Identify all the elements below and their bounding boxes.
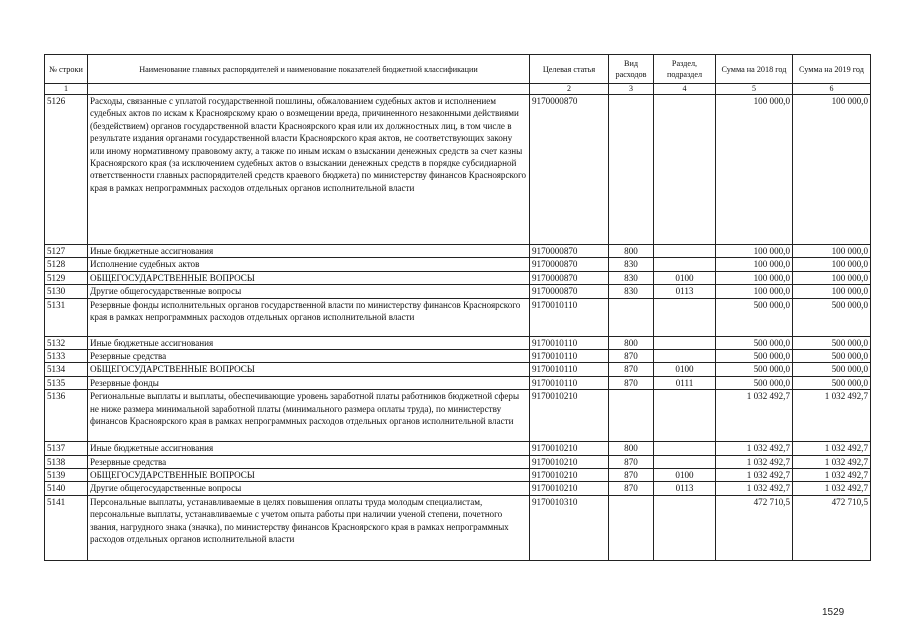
- table-row: [45, 482, 871, 495]
- row-expense-type: 800: [609, 442, 654, 455]
- column-number-3: 3: [609, 84, 654, 95]
- row-section: [654, 495, 716, 560]
- row-sum-2019: 100 000,0: [793, 258, 871, 271]
- row-target-article: 9170010110: [530, 376, 609, 389]
- table-row: [45, 350, 871, 363]
- row-number: 5130: [45, 285, 88, 298]
- row-name: Расходы, связанные с уплатой государственной пошлины, обжалованием судебных актов и исполнением судебных актов по искам к Красноярскому краю о возмещении вреда, причиненного незаконными действиями (бездействием) органов государственной власти Красноярского края или их должностных лиц, в том числе в результате издания органами государственной власти Красноярского края актов, не соответствующих закону или иному нормативному правовому акту, а также по иным искам о взыскании денежных средств за счет казны Красноярского края (за исключением судебных актов о взыскании денежных средств в порядке субсидиарной ответственности главных распорядителей средств краевого бюджета) по министерству финансов Красноярского края в рамках непрограммных расходов отдельных органов исполнительной власти: [88, 95, 530, 245]
- table-row: [45, 285, 871, 298]
- row-sum-2018: 100 000,0: [716, 285, 793, 298]
- row-expense-type: 870: [609, 350, 654, 363]
- row-name: ОБЩЕГОСУДАРСТВЕННЫЕ ВОПРОСЫ: [88, 469, 530, 482]
- row-sum-2018: 500 000,0: [716, 336, 793, 349]
- budget-table: [44, 54, 871, 561]
- row-target-article: 9170000870: [530, 285, 609, 298]
- row-section: 0100: [654, 271, 716, 284]
- row-name: ОБЩЕГОСУДАРСТВЕННЫЕ ВОПРОСЫ: [88, 271, 530, 284]
- header-name: Наименование главных распорядителей и наименование показателей бюджетной классификации: [88, 55, 530, 84]
- row-section: [654, 455, 716, 468]
- row-target-article: 9170000870: [530, 271, 609, 284]
- table-row: [45, 390, 871, 442]
- table-row: [45, 495, 871, 560]
- row-name: Иные бюджетные ассигнования: [88, 245, 530, 258]
- row-expense-type: 870: [609, 363, 654, 376]
- row-sum-2019: 100 000,0: [793, 285, 871, 298]
- row-section: [654, 298, 716, 336]
- table-row: [45, 376, 871, 389]
- row-expense-type: [609, 495, 654, 560]
- row-sum-2018: 500 000,0: [716, 376, 793, 389]
- row-section: [654, 95, 716, 245]
- row-sum-2019: 500 000,0: [793, 350, 871, 363]
- row-name: Другие общегосударственные вопросы: [88, 285, 530, 298]
- row-name: Резервные фонды: [88, 376, 530, 389]
- column-number-6: 6: [793, 84, 871, 95]
- row-expense-type: 870: [609, 482, 654, 495]
- header-target-article: Целевая статья: [530, 55, 609, 84]
- row-number: 5132: [45, 336, 88, 349]
- row-expense-type: 830: [609, 285, 654, 298]
- table-row: [45, 298, 871, 336]
- row-sum-2019: 500 000,0: [793, 298, 871, 336]
- row-name: Резервные средства: [88, 350, 530, 363]
- row-name: Другие общегосударственные вопросы: [88, 482, 530, 495]
- row-section: [654, 258, 716, 271]
- row-name: Региональные выплаты и выплаты, обеспечивающие уровень заработной платы работников бюджетной сферы не ниже размера минимальной заработной платы (минимального размера оплаты труда), по министерству финансов Красноярского края в рамках непрограммных расходов отдельных органов исполнительной власти: [88, 390, 530, 442]
- row-section: [654, 245, 716, 258]
- row-number: 5128: [45, 258, 88, 271]
- row-target-article: 9170000870: [530, 258, 609, 271]
- row-sum-2019: 100 000,0: [793, 271, 871, 284]
- row-name: Иные бюджетные ассигнования: [88, 336, 530, 349]
- row-number: 5127: [45, 245, 88, 258]
- row-expense-type: 870: [609, 376, 654, 389]
- table-row: [45, 95, 871, 245]
- column-numbers-row: [45, 84, 871, 95]
- row-sum-2019: 500 000,0: [793, 363, 871, 376]
- row-number: 5131: [45, 298, 88, 336]
- row-expense-type: 870: [609, 469, 654, 482]
- row-number: 5135: [45, 376, 88, 389]
- row-expense-type: 830: [609, 271, 654, 284]
- row-expense-type: 830: [609, 258, 654, 271]
- row-number: 5141: [45, 495, 88, 560]
- column-number-1: 1: [45, 84, 88, 95]
- row-sum-2019: 472 710,5: [793, 495, 871, 560]
- row-sum-2018: 500 000,0: [716, 363, 793, 376]
- row-sum-2019: 100 000,0: [793, 245, 871, 258]
- row-target-article: 9170010110: [530, 336, 609, 349]
- row-expense-type: [609, 390, 654, 442]
- row-number: 5126: [45, 95, 88, 245]
- row-number: 5134: [45, 363, 88, 376]
- table-row: [45, 442, 871, 455]
- row-number: 5137: [45, 442, 88, 455]
- row-name: Резервные фонды исполнительных органов государственной власти по министерству финансов Красноярского края в рамках непрограммных расходов отдельных органов исполнительной власти: [88, 298, 530, 336]
- row-sum-2019: 100 000,0: [793, 95, 871, 245]
- row-number: 5136: [45, 390, 88, 442]
- column-number-2: 2: [530, 84, 609, 95]
- row-number: 5140: [45, 482, 88, 495]
- row-number: 5129: [45, 271, 88, 284]
- column-number-empty: [88, 84, 530, 95]
- row-target-article: 9170010110: [530, 350, 609, 363]
- row-name: Исполнение судебных актов: [88, 258, 530, 271]
- row-sum-2018: 1 032 492,7: [716, 442, 793, 455]
- row-section: 0113: [654, 482, 716, 495]
- table-row: [45, 336, 871, 349]
- row-expense-type: [609, 95, 654, 245]
- table-row: [45, 271, 871, 284]
- row-expense-type: 870: [609, 455, 654, 468]
- row-section: 0100: [654, 363, 716, 376]
- row-sum-2018: 100 000,0: [716, 271, 793, 284]
- row-sum-2018: 100 000,0: [716, 258, 793, 271]
- row-sum-2018: 1 032 492,7: [716, 455, 793, 468]
- row-name: Персональные выплаты, устанавливаемые в целях повышения оплаты труда молодым специалистам, персональные выплаты, устанавливаемые с учетом опыта работы при наличии ученой степени, почетного звания, нагрудного знака (значка), по министерству финансов Красноярского края в рамках непрограммных расходов отдельных органов исполнительной власти: [88, 495, 530, 560]
- header-section: Раздел, подраздел: [654, 55, 716, 84]
- row-sum-2018: 500 000,0: [716, 298, 793, 336]
- row-expense-type: [609, 298, 654, 336]
- row-sum-2019: 500 000,0: [793, 336, 871, 349]
- row-number: 5133: [45, 350, 88, 363]
- column-number-5: 5: [716, 84, 793, 95]
- header-sum-2019: Сумма на 2019 год: [793, 55, 871, 84]
- row-sum-2018: 500 000,0: [716, 350, 793, 363]
- table-row: [45, 363, 871, 376]
- row-target-article: 9170010210: [530, 442, 609, 455]
- row-section: [654, 336, 716, 349]
- row-name: ОБЩЕГОСУДАРСТВЕННЫЕ ВОПРОСЫ: [88, 363, 530, 376]
- row-name: Резервные средства: [88, 455, 530, 468]
- table-header-row: [45, 55, 871, 84]
- row-section: 0100: [654, 469, 716, 482]
- row-sum-2019: 1 032 492,7: [793, 455, 871, 468]
- row-sum-2019: 1 032 492,7: [793, 469, 871, 482]
- row-sum-2019: 1 032 492,7: [793, 390, 871, 442]
- row-section: [654, 442, 716, 455]
- row-sum-2018: 100 000,0: [716, 95, 793, 245]
- row-target-article: 9170010210: [530, 469, 609, 482]
- row-sum-2018: 100 000,0: [716, 245, 793, 258]
- header-row-number: № строки: [45, 55, 88, 84]
- row-target-article: 9170010210: [530, 455, 609, 468]
- row-sum-2019: 1 032 492,7: [793, 482, 871, 495]
- row-target-article: 9170010110: [530, 298, 609, 336]
- table-row: [45, 469, 871, 482]
- column-number-4: 4: [654, 84, 716, 95]
- row-target-article: 9170010110: [530, 363, 609, 376]
- header-sum-2018: Сумма на 2018 год: [716, 55, 793, 84]
- row-sum-2019: 500 000,0: [793, 376, 871, 389]
- table-row: [45, 245, 871, 258]
- row-sum-2018: 1 032 492,7: [716, 482, 793, 495]
- row-section: [654, 350, 716, 363]
- row-target-article: 9170000870: [530, 245, 609, 258]
- row-sum-2018: 1 032 492,7: [716, 390, 793, 442]
- row-number: 5138: [45, 455, 88, 468]
- row-section: 0111: [654, 376, 716, 389]
- row-target-article: 9170010310: [530, 495, 609, 560]
- row-number: 5139: [45, 469, 88, 482]
- row-sum-2018: 472 710,5: [716, 495, 793, 560]
- row-expense-type: 800: [609, 336, 654, 349]
- row-sum-2018: 1 032 492,7: [716, 469, 793, 482]
- row-target-article: 9170010210: [530, 390, 609, 442]
- row-target-article: 9170010210: [530, 482, 609, 495]
- row-name: Иные бюджетные ассигнования: [88, 442, 530, 455]
- row-target-article: 9170000870: [530, 95, 609, 245]
- row-expense-type: 800: [609, 245, 654, 258]
- page-number: 1529: [822, 607, 845, 618]
- header-expense-type: Вид расходов: [609, 55, 654, 84]
- table-row: [45, 455, 871, 468]
- row-section: [654, 390, 716, 442]
- row-section: 0113: [654, 285, 716, 298]
- row-sum-2019: 1 032 492,7: [793, 442, 871, 455]
- table-row: [45, 258, 871, 271]
